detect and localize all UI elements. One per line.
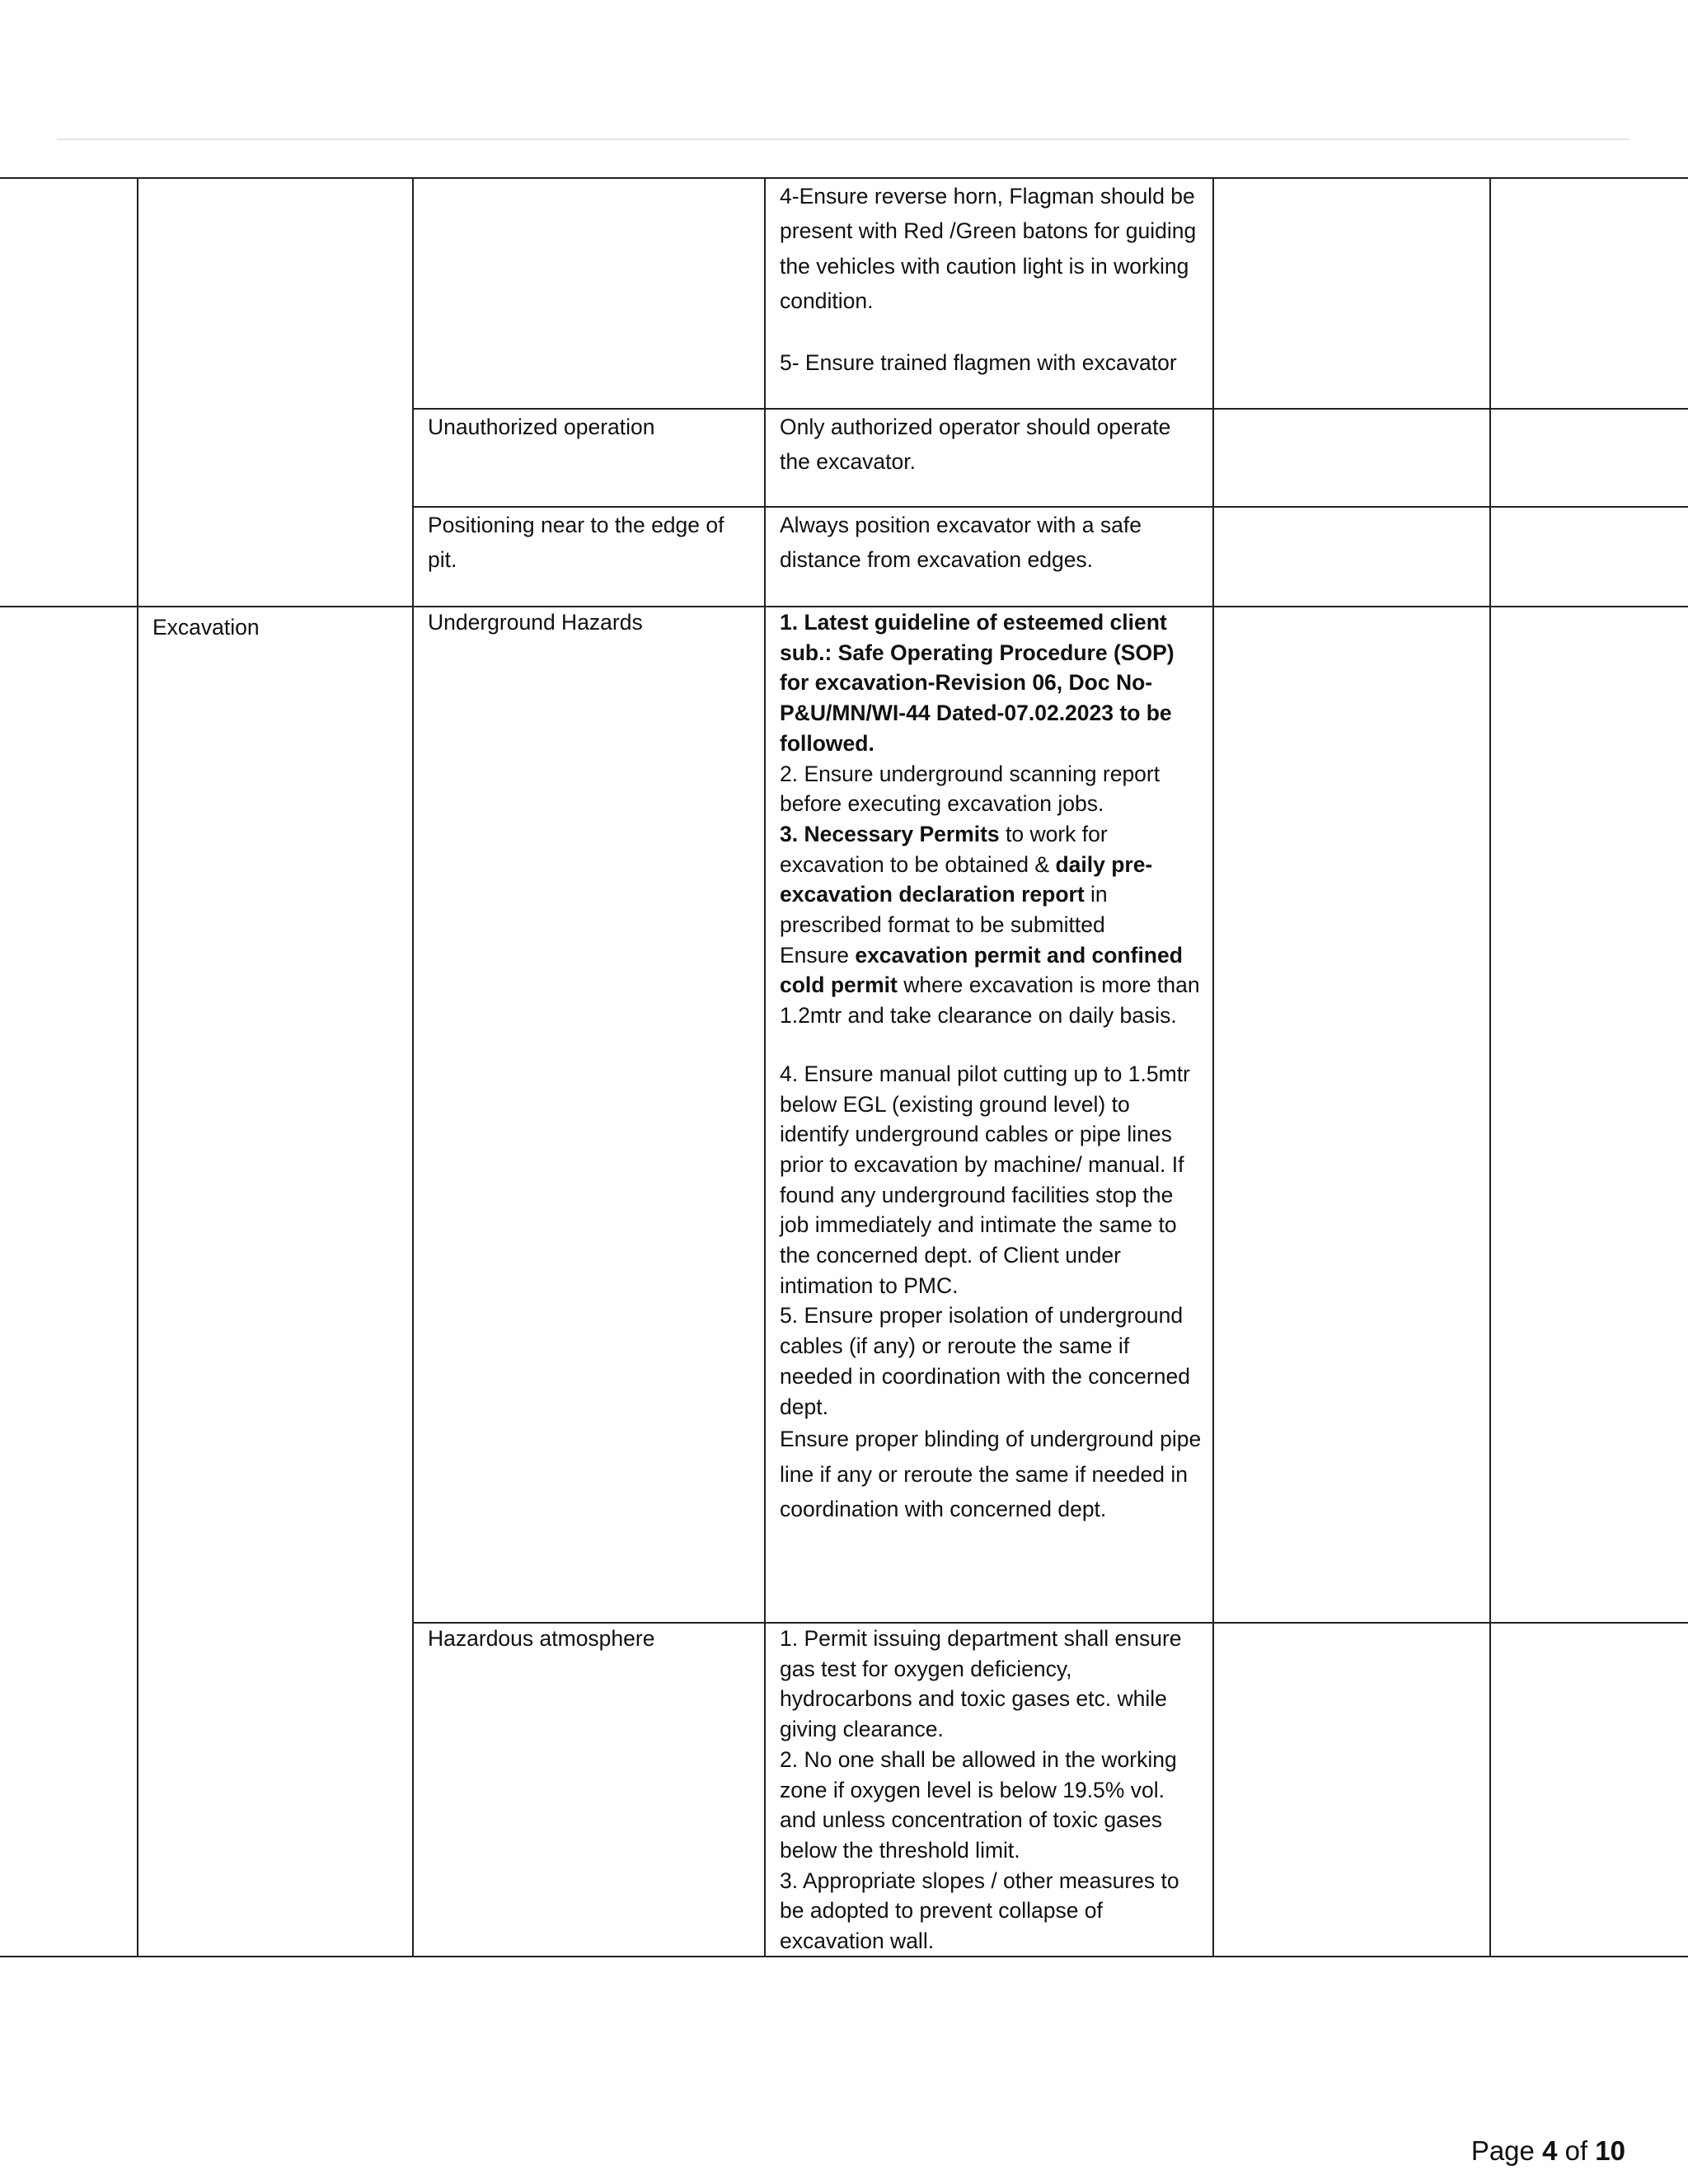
page-prefix: Page bbox=[1470, 2135, 1543, 2166]
row3-control-measures: Always position excavator with a safe distance from excavation edges. bbox=[780, 513, 1142, 572]
row4-item3-bold-2: daily pre-excavation declaration report bbox=[780, 851, 1153, 907]
row4-control-item-1: 1. Latest guideline of esteemed client sub.: Safe Operating Procedure (SOP) for excavation-Revision 06, Doc No- P&U/MN/WI-44 Dated-07.02.2023 to be followed. bbox=[780, 610, 1175, 756]
row4-control-item-3 bbox=[780, 819, 1202, 940]
row5-hazard: Hazardous atmosphere bbox=[428, 1626, 655, 1651]
row2-control-measures: Only authorized operator should operate the excavator. bbox=[780, 415, 1171, 474]
row5-control-item-2: 2. No one shall be allowed in the working zone if oxygen level is below 19.5% vol. and unless concentration of toxic gases below the threshold limit. bbox=[780, 1746, 1177, 1863]
column-divider-5 bbox=[1489, 177, 1491, 1957]
column-divider-1 bbox=[137, 177, 138, 1957]
row4-control-item-6: Ensure proper blinding of underground pipe line if any or reroute the same if needed in coordination with concerned dept. bbox=[780, 1427, 1202, 1522]
row4-control-item-2: 2. Ensure underground scanning report before executing excavation jobs. bbox=[780, 761, 1160, 817]
row4-control-item-3b bbox=[780, 940, 1202, 1031]
page-mid: of bbox=[1557, 2135, 1596, 2166]
row2-hazard: Unauthorized operation bbox=[428, 415, 655, 439]
row1-control-item-5: 5- Ensure trained flagmen with excavator bbox=[780, 350, 1177, 376]
page-number bbox=[1471, 2135, 1625, 2168]
row1-control-item-4: 4-Ensure reverse horn, Flagman should be present with Red /Green batons for guiding the vehicles with caution light is in working condition. bbox=[780, 184, 1197, 313]
row4-control-measures bbox=[780, 607, 1202, 1527]
column-divider-4 bbox=[1212, 177, 1214, 1957]
row5-control-item-1: 1. Permit issuing department shall ensure gas test for oxygen deficiency, hydrocarbons and toxic gases etc. while giving clearance. bbox=[780, 1626, 1182, 1742]
row4-item3-bold-1: 3. Necessary Permits bbox=[780, 821, 1000, 846]
row4-item3b-bold: excavation permit and confined cold permit bbox=[780, 942, 1183, 998]
column-divider-2 bbox=[412, 177, 414, 1957]
row4-control-item-4: 4. Ensure manual pilot cutting up to 1.5mtr below EGL (existing ground level) to identify underground cables or pipe lines prior to excavation by machine/ manual. If found any underground facilities stop the job immediately and intimate the same to the concerned dept. of Client under intimation to PMC. bbox=[780, 1061, 1190, 1298]
row4-item3-text-2: in prescribed format to be submitted bbox=[780, 882, 1108, 938]
row5-control-item-3: 3. Appropriate slopes / other measures to be adopted to prevent collapse of excavation wall. bbox=[780, 1868, 1179, 1954]
row3-hazard: Positioning near to the edge of pit. bbox=[428, 513, 724, 572]
column-divider-3 bbox=[764, 177, 766, 1957]
row4-control-item-5: 5. Ensure proper isolation of underground cables (if any) or reroute the same if needed in coordination with the concerned dept. bbox=[780, 1303, 1190, 1419]
row4-item3b-text-2: where excavation is more than 1.2mtr and take clearance on daily basis. bbox=[780, 972, 1200, 1029]
row1-control-measures bbox=[780, 179, 1202, 380]
row4-item3-text-1: to work for excavation to be obtained & bbox=[780, 821, 1108, 877]
header-rule bbox=[57, 138, 1629, 140]
row5-control-measures bbox=[780, 1624, 1202, 1957]
page-total: 10 bbox=[1595, 2135, 1625, 2166]
row4-item3b-text-1: Ensure bbox=[780, 942, 856, 968]
row4-activity: Excavation bbox=[152, 615, 260, 640]
page-current: 4 bbox=[1542, 2135, 1558, 2166]
row4-hazard: Underground Hazards bbox=[428, 610, 643, 635]
